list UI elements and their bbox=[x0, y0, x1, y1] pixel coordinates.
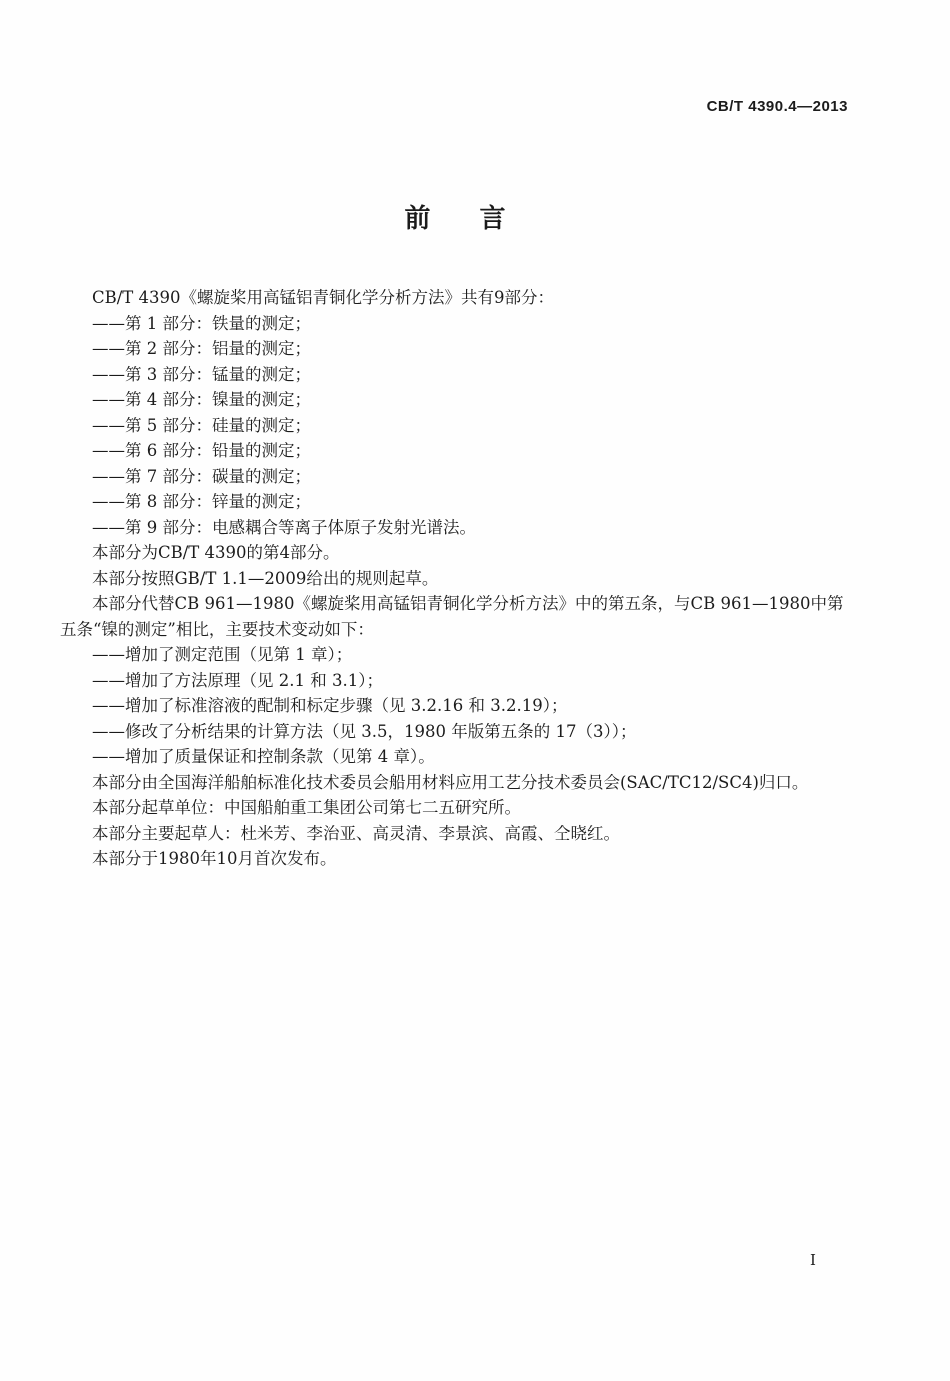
paragraph-line: 本部分由全国海洋船舶标准化技术委员会船用材料应用工艺分技术委员会(SAC/TC12/SC4)归口。 bbox=[92, 772, 809, 792]
paragraph-line: 本部分主要起草人：杜米芳、李治亚、高灵清、李景滨、高霞、仝晓红。 bbox=[92, 823, 620, 843]
paragraph-continuation-line: 五条“镍的测定”相比，主要技术变动如下： bbox=[60, 619, 374, 639]
page-title: 前 言 bbox=[404, 204, 506, 234]
change-list-item: ——增加了测定范围（见第 1 章）； bbox=[92, 645, 353, 664]
part-list-item: ——第 8 部分：锌量的测定； bbox=[92, 492, 311, 511]
page-number: I bbox=[810, 1251, 816, 1269]
part-list-item: ——第 2 部分：铝量的测定； bbox=[92, 339, 311, 358]
paragraph-line: 本部分按照GB/T 1.1—2009给出的规则起草。 bbox=[92, 568, 439, 588]
change-list-item: ——增加了标准溶液的配制和标定步骤（见 3.2.16 和 3.2.19）； bbox=[92, 696, 568, 715]
part-list-item: ——第 1 部分：铁量的测定； bbox=[92, 313, 311, 333]
paragraph-line: 本部分起草单位：中国船舶重工集团公司第七二五研究所。 bbox=[92, 798, 521, 817]
part-list-item: ——第 6 部分：铅量的测定； bbox=[92, 441, 311, 460]
paragraph-line: 本部分代替CB 961—1980《螺旋桨用高锰铝青铜化学分析方法》中的第五条，与CB 961—1980中第 bbox=[92, 594, 844, 613]
part-list-item: ——第 3 部分：锰量的测定； bbox=[92, 364, 311, 384]
change-list-item: ——增加了质量保证和控制条款（见第 4 章）。 bbox=[92, 747, 435, 766]
paragraph-line: 本部分于1980年10月首次发布。 bbox=[92, 849, 337, 868]
part-list-item: ——第 9 部分：电感耦合等离子体原子发射光谱法。 bbox=[92, 517, 476, 537]
paragraph-line: 本部分为CB/T 4390的第4部分。 bbox=[92, 543, 340, 562]
parts-intro-line: CB/T 4390《螺旋桨用高锰铝青铜化学分析方法》共有9部分： bbox=[92, 288, 555, 307]
part-list-item: ——第 7 部分：碳量的测定； bbox=[92, 466, 311, 486]
part-list-item: ——第 4 部分：镍量的测定； bbox=[92, 390, 311, 409]
change-list-item: ——增加了方法原理（见 2.1 和 3.1）； bbox=[92, 670, 383, 690]
foreword-body bbox=[60, 285, 860, 872]
document-number: CB/T 4390.4—2013 bbox=[706, 98, 848, 115]
change-list-item: ——修改了分析结果的计算方法（见 3.5，1980 年版第五条的 17（3））； bbox=[92, 721, 637, 741]
part-list-item: ——第 5 部分：硅量的测定； bbox=[92, 415, 311, 435]
